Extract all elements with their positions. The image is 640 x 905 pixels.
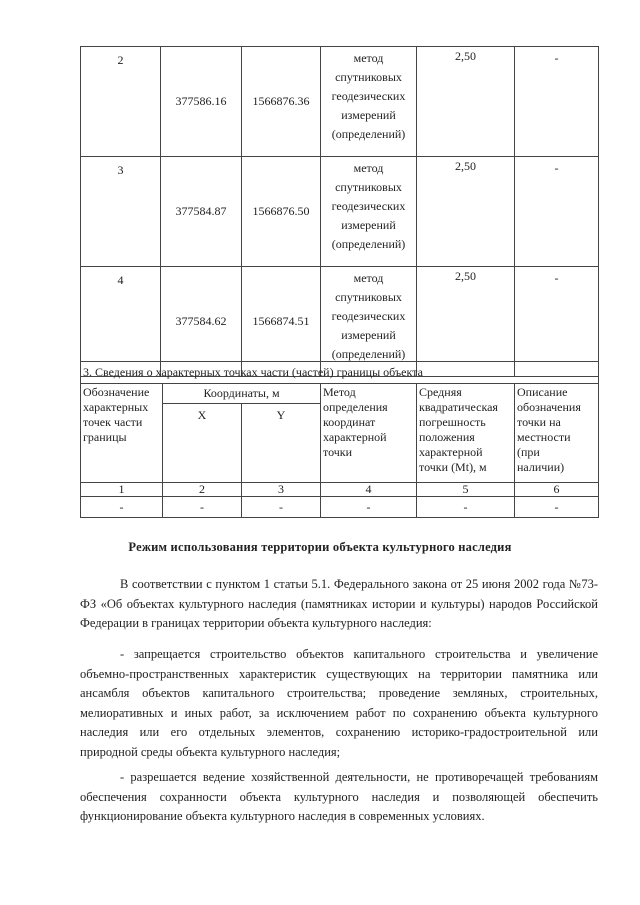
header-designation: Обозначение характерных точек части границы <box>81 384 163 483</box>
section-title: 3. Сведения о характерных точках части (частей) границы объекта <box>81 362 599 384</box>
section-heading: Режим использования территории объекта культурного наследия <box>128 540 512 554</box>
empty-cell: - <box>321 497 417 518</box>
method-cell: метод спутниковых геодезических измерений (определений) <box>321 267 417 377</box>
paragraph: В соответствии с пунктом 1 статьи 5.1. Федерального закона от 25 июня 2002 года №73-ФЗ «Об объектах культурного наследия (памятниках истории и культуры) народов Российской Федерации в границах территории объекта культурного наследия: <box>80 577 598 630</box>
coord-y: 1566876.36 <box>242 47 321 157</box>
coord-y: 1566874.51 <box>242 267 321 377</box>
paragraph: - разрешается ведение хозяйственной деятельности, не противоречащей требованиям обеспечения сохранности объекта культурного наследия и позволяющей обеспечить функционирование объекта культурного наследия в современных условиях. <box>80 770 598 823</box>
error-value: 2,50 <box>417 157 515 267</box>
error-value: 2,50 <box>417 47 515 157</box>
column-number: 4 <box>321 483 417 497</box>
column-number: 5 <box>417 483 515 497</box>
column-number: 1 <box>81 483 163 497</box>
column-number: 6 <box>515 483 599 497</box>
header-y: Y <box>242 404 321 483</box>
empty-cell: - <box>242 497 321 518</box>
table-row <box>81 267 599 377</box>
header-error: Средняя квадратическая погрешность положения характерной точки (Mt), м <box>417 384 515 483</box>
header-coordinates: Координаты, м <box>163 384 321 404</box>
empty-cell: - <box>515 497 599 518</box>
error-value: 2,50 <box>417 267 515 377</box>
point-number: 2 <box>81 47 161 157</box>
coord-x: 377586.16 <box>161 47 242 157</box>
empty-cell: - <box>163 497 242 518</box>
header-x: X <box>163 404 242 483</box>
table-row <box>81 157 599 267</box>
section3-table <box>80 361 599 518</box>
header-method: Метод определения координат характерной точки <box>321 384 417 483</box>
empty-cell: - <box>81 497 163 518</box>
column-number: 3 <box>242 483 321 497</box>
coord-x: 377584.62 <box>161 267 242 377</box>
table-row <box>81 497 599 518</box>
remark: - <box>515 267 599 377</box>
coord-y: 1566876.50 <box>242 157 321 267</box>
remark: - <box>515 157 599 267</box>
empty-cell: - <box>417 497 515 518</box>
table-row <box>81 47 599 157</box>
method-cell: метод спутниковых геодезических измерений (определений) <box>321 157 417 267</box>
header-description: Описание обозначения точки на местности (при наличии) <box>515 384 599 483</box>
point-number: 3 <box>81 157 161 267</box>
coord-x: 377584.87 <box>161 157 242 267</box>
method-cell: метод спутниковых геодезических измерений (определений) <box>321 47 417 157</box>
column-number-row <box>81 483 599 497</box>
remark: - <box>515 47 599 157</box>
points-table <box>80 46 599 377</box>
point-number: 4 <box>81 267 161 377</box>
column-number: 2 <box>163 483 242 497</box>
paragraph: - запрещается строительство объектов капитального строительства и увеличение объемно-пространственных характеристик существующих на территории памятника или ансамбля объектов капитального строительства; проведение земляных, строительных, мелиоративных и иных работ, за исключением работ по сохранению объекта культурного наследия или его отдельных элементов, сохранению историко-градостроительной или природной среды объекта культурного наследия; <box>80 647 598 759</box>
